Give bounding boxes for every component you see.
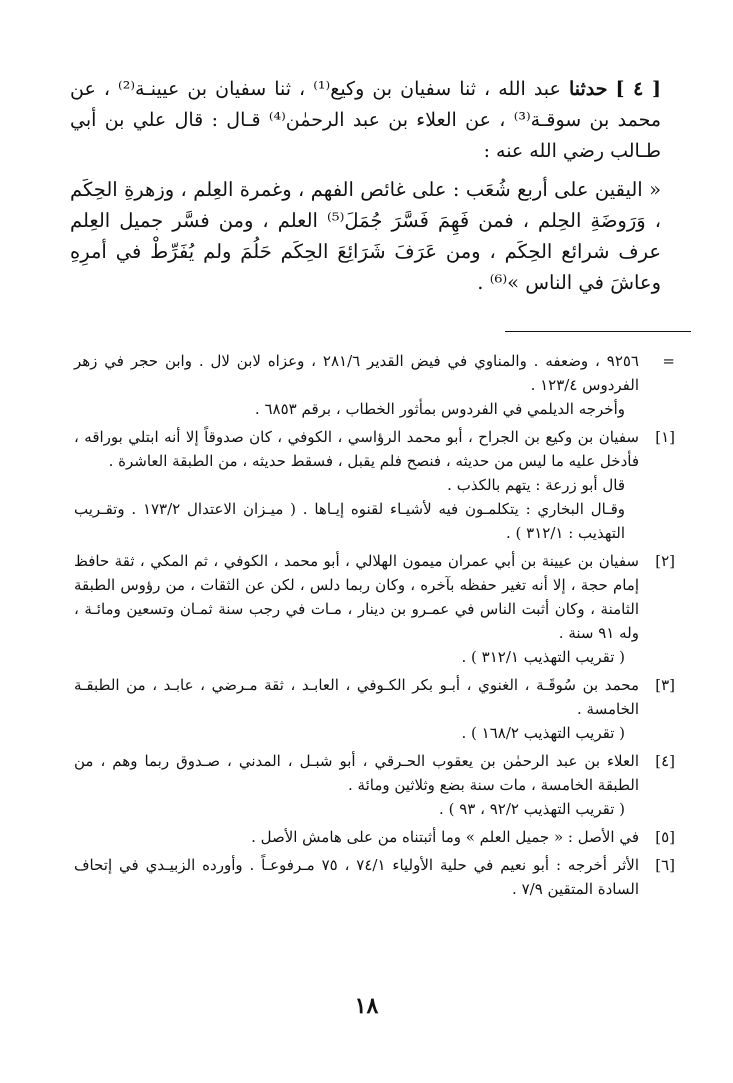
hadith-number: [ ٤ ] bbox=[615, 78, 662, 100]
athar-quote: « اليقين على أربع شُعَب : على غائص الفهم ، وغمرة العِلم ، وزهرةِ الحِكَم ، وَرَوضَةِ الحِلم ، فمن فَهِمَ فَسَّرَ جُمَلَ⁽⁵⁾ العلم ، ومن فسَّر جميل العِلم عرف شرائع الحِكَم ، ومن عَرَفَ شَرَائِعَ الحِكَم حَلُمَ ولم يُفَرِّطْ في أمرِهِ وعاشَ في الناس »⁽⁶⁾ . bbox=[70, 178, 661, 294]
footnote-1 bbox=[74, 425, 675, 545]
footnote-mark: [٤] bbox=[655, 752, 675, 770]
main-text bbox=[70, 74, 661, 298]
footnote-line: ( تقريب التهذيب ٩٢/٢ ، ٩٣ ) . bbox=[439, 800, 625, 818]
footnote-separator bbox=[505, 331, 691, 332]
footnote-3 bbox=[74, 673, 675, 745]
footnote-line: الأثر أخرجه : أبو نعيم في حلية الأولياء ٧٤/١ ، ٧٥ مـرفوعـاً . وأورده الزبيـدي في إتحاف السادة المتقين ٧/٩ . bbox=[74, 856, 639, 898]
footnote-line: وقـال البخاري : يتكلمـون فيه لأشيـاء لقنوه إيـاها . ( ميـزان الاعتدال ١٧٣/٢ . وتقـريب التهذيب : ٣١٢/١ ) . bbox=[74, 500, 625, 542]
isnad-text: عبد الله ، ثنا سفيان بن وكيع⁽¹⁾ ، ثنا سفيان بن عيينـة⁽²⁾ ، عن محمد بن سوقـة⁽³⁾ ، عن العلاء بن عبد الرحمٰن⁽⁴⁾ قـال : قال علي بن أبي طـالب رضي الله عنه : bbox=[70, 78, 662, 162]
isnad-paragraph bbox=[70, 74, 661, 167]
footnote-mark: [٦] bbox=[655, 856, 675, 874]
page-number: ١٨ bbox=[354, 993, 379, 1019]
footnote-2 bbox=[74, 549, 675, 669]
footnote-6 bbox=[74, 853, 675, 901]
footnote-line: قال أبو زرعة : يتهم بالكذب . bbox=[447, 476, 625, 494]
footnote-mark: [٢] bbox=[655, 552, 675, 570]
haddathana: حدثنا bbox=[568, 78, 608, 100]
footnote-line: في الأصل : « جميل العلم » وما أثبتناه من على هامش الأصل . bbox=[251, 828, 639, 846]
footnote-5 bbox=[74, 825, 675, 849]
footnote-mark: [٣] bbox=[655, 676, 675, 694]
footnote-line: العلاء بن عبد الرحمٰن بن يعقوب الحـرقي ، أبو شبـل ، المدني ، صـدوق ربما وهم ، من الطبقة الخامسة ، مات سنة بضع وثلاثين ومائة . bbox=[74, 752, 639, 794]
footnote-continued bbox=[74, 349, 675, 421]
footnote-line: ٩٢٥٦ ، وضعفه . والمناوي في فيض القدير ٢٨١/٦ ، وعزاه لابن لال . وابن حجر في زهر الفردوس ١٢٣/٤ . bbox=[74, 352, 639, 394]
footnote-line: ( تقريب التهذيب ٣١٢/١ ) . bbox=[461, 648, 625, 666]
footnote-mark: [١] bbox=[655, 428, 675, 446]
footnote-line: محمد بن سُوقَـة ، الغنوي ، أبـو بكر الكـوفي ، العابـد ، ثقة مـرضي ، عابـد ، من الطبقـة الخامسة . bbox=[74, 676, 639, 718]
footnote-line: سفيان بن وكيع بن الجراح ، أبو محمد الرؤاسي ، الكوفي ، كان صدوقاً إلا أنه ابتلي بوراقه ، فأدخل عليه ما ليس من حديثه ، فنصح فلم يقبل ، فسقط حديثه ، من الطبقة العاشرة . bbox=[74, 428, 639, 470]
footnotes bbox=[74, 349, 675, 905]
footnote-line: سفيان بن عيينة بن أبي عمران ميمون الهلالي ، أبو محمد ، الكوفي ، ثم المكي ، ثقة حافظ إمام حجة ، إلا أنه تغير حفظه بآخره ، وكان ربما دلس ، لكن عن الثقات ، من رؤوس الطبقة الثامنة ، وكان أثبت الناس في عمـرو بن دينار ، مـات في رجب سنة ثمـان وتسعين ومائـة ، وله ٩١ سنة . bbox=[74, 552, 639, 642]
footnote-line: ( تقريب التهذيب ١٦٨/٢ ) . bbox=[461, 724, 625, 742]
footnote-4 bbox=[74, 749, 675, 821]
footnote-mark: [٥] bbox=[655, 828, 675, 846]
footnote-line: وأخرجه الديلمي في الفردوس بمأثور الخطاب ، برقم ٦٨٥٣ . bbox=[254, 400, 625, 418]
footnote-mark: = bbox=[662, 352, 675, 370]
